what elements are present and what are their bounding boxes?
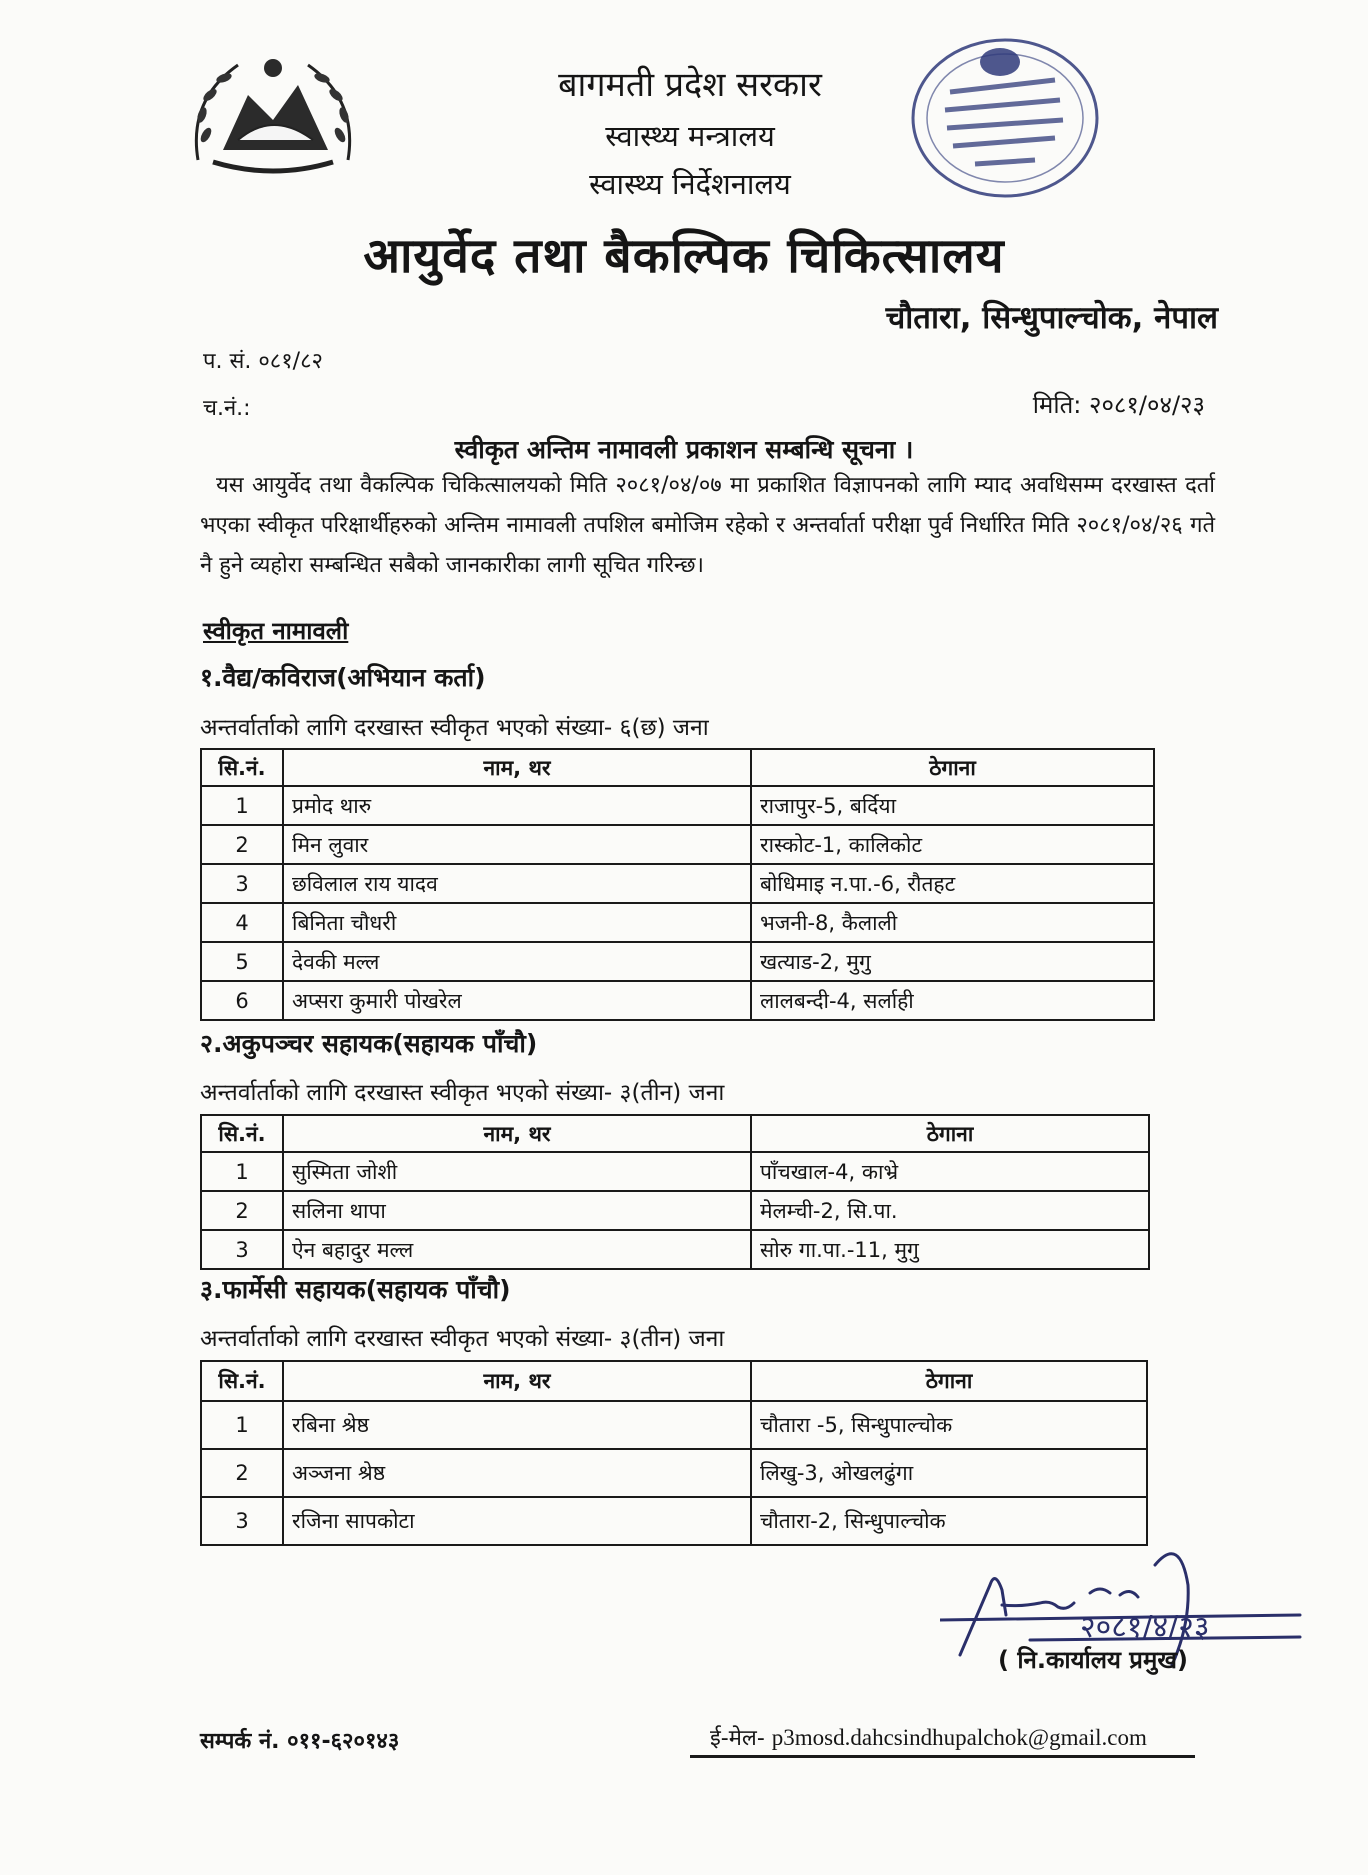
row-address: खत्याड-2, मुगु — [751, 942, 1154, 981]
approved-list-heading: स्वीकृत नामावली — [203, 617, 349, 645]
row-sn: 1 — [201, 786, 283, 825]
row-address: मेलम्ची-2, सि.पा. — [751, 1191, 1149, 1230]
row-name: ऐन बहादुर मल्ल — [283, 1230, 751, 1269]
office-seal-icon — [905, 30, 1105, 200]
dispatch-number: च.नं.: — [203, 396, 251, 421]
row-address: चौतारा -5, सिन्धुपाल्चोक — [751, 1401, 1147, 1449]
row-name: अप्सरा कुमारी पोखरेल — [283, 981, 751, 1020]
table-row — [201, 1191, 1149, 1230]
table-row — [201, 942, 1154, 981]
table-row — [201, 786, 1154, 825]
column-header-address: ठेगाना — [751, 749, 1154, 786]
row-address: सोरु गा.पा.-11, मुगु — [751, 1230, 1149, 1269]
notice-subject: स्वीकृत अन्तिम नामावली प्रकाशन सम्बन्धि सूचना । — [454, 435, 914, 464]
row-sn: 2 — [201, 1449, 283, 1497]
row-address: पाँचखाल-4, काभ्रे — [751, 1152, 1149, 1191]
row-name: छविलाल राय यादव — [283, 864, 751, 903]
table-row — [201, 903, 1154, 942]
section-count: अन्तर्वार्ताको लागि दरखास्त स्वीकृत भएको संख्या- ३(तीन) जना — [200, 1080, 725, 1106]
row-sn: 2 — [201, 825, 283, 864]
section-title: १.वैद्य/कविराज(अभियान कर्ता) — [200, 663, 486, 692]
footer-divider — [690, 1755, 1195, 1758]
row-address: रास्कोट-1, कालिकोट — [751, 825, 1154, 864]
row-sn: 2 — [201, 1191, 283, 1230]
ministry-name: स्वास्थ्य मन्त्रालय — [605, 119, 775, 153]
row-sn: 3 — [201, 1497, 283, 1545]
row-sn: 6 — [201, 981, 283, 1020]
row-address: भजनी-8, कैलाली — [751, 903, 1154, 942]
candidates-table — [200, 1114, 1150, 1270]
row-address: चौतारा-2, सिन्धुपाल्चोक — [751, 1497, 1147, 1545]
table-row — [201, 1401, 1147, 1449]
signature-date: २०८१/४/२३ — [1080, 1610, 1210, 1645]
email-line — [710, 1722, 1147, 1752]
row-sn: 3 — [201, 1230, 283, 1269]
table-row — [201, 1230, 1149, 1269]
table-row — [201, 1497, 1147, 1545]
row-name: रबिना श्रेष्ठ — [283, 1401, 751, 1449]
row-name: प्रमोद थारु — [283, 786, 751, 825]
table-row — [201, 825, 1154, 864]
row-name: मिन लुवार — [283, 825, 751, 864]
row-sn: 3 — [201, 864, 283, 903]
row-name: सलिना थापा — [283, 1191, 751, 1230]
column-header-name: नाम, थर — [283, 1361, 751, 1401]
column-header-name: नाम, थर — [283, 1115, 751, 1152]
email-label: ई-मेल- — [710, 1726, 765, 1751]
column-header-sn: सि.नं. — [201, 749, 283, 786]
row-sn: 1 — [201, 1401, 283, 1449]
row-name: अञ्जना श्रेष्ठ — [283, 1449, 751, 1497]
section-count: अन्तर्वार्ताको लागि दरखास्त स्वीकृत भएको संख्या- ३(तीन) जना — [200, 1326, 725, 1352]
table-row — [201, 1152, 1149, 1191]
notice-body: यस आयुर्वेद तथा वैकल्पिक चिकित्सालयको मिति २०८१/०४/०७ मा प्रकाशित विज्ञापनको लागि म्याद अवधिसम्म दरखास्त दर्ता भएका स्वीकृत परिक्षार्थीहरुको अन्तिम नामावली तपशिल बमोजिम रहेको र अन्तर्वार्ता परीक्षा पुर्व निर्धारित मिति २०८१/०४/२६ गते नै हुने व्यहोरा सम्बन्धित सबैको जानकारीका लागी सूचित गरिन्छ। — [200, 473, 1215, 578]
section-title: २.अकुपञ्चर सहायक(सहायक पाँचौ) — [200, 1029, 538, 1058]
hospital-address: चौतारा, सिन्धुपाल्चोक, नेपाल — [885, 300, 1218, 336]
row-address: बोधिमाइ न.पा.-6, रौतहट — [751, 864, 1154, 903]
column-header-sn: सि.नं. — [201, 1115, 283, 1152]
section-title: ३.फार्मेसी सहायक(सहायक पाँचौ) — [200, 1275, 511, 1304]
row-address: राजापुर-5, बर्दिया — [751, 786, 1154, 825]
email-address[interactable]: p3mosd.dahcsindhupalchok@gmail.com — [771, 1725, 1147, 1750]
column-header-name: नाम, थर — [283, 749, 751, 786]
directorate-name: स्वास्थ्य निर्देशनालय — [589, 167, 791, 201]
table-row — [201, 981, 1154, 1020]
table-row — [201, 864, 1154, 903]
signatory-title: ( नि.कार्यालय प्रमुख) — [998, 1646, 1188, 1674]
row-address: लिखु-3, ओखलढुंगा — [751, 1449, 1147, 1497]
candidates-table — [200, 748, 1155, 1021]
row-sn: 5 — [201, 942, 283, 981]
row-sn: 1 — [201, 1152, 283, 1191]
row-name: देवकी मल्ल — [283, 942, 751, 981]
hospital-name: आयुर्वेद तथा बैकल्पिक चिकित्सालय — [363, 228, 1005, 284]
section-count: अन्तर्वार्ताको लागि दरखास्त स्वीकृत भएको संख्या- ६(छ) जना — [200, 715, 709, 741]
contact-number: सम्पर्क नं. ०११-६२०१४३ — [200, 1729, 400, 1754]
row-name: सुस्मिता जोशी — [283, 1152, 751, 1191]
column-header-sn: सि.नं. — [201, 1361, 283, 1401]
row-name: रजिना सापकोटा — [283, 1497, 751, 1545]
candidates-table — [200, 1360, 1148, 1546]
government-name: बागमती प्रदेश सरकार — [558, 65, 822, 105]
row-name: बिनिता चौधरी — [283, 903, 751, 942]
row-sn: 4 — [201, 903, 283, 942]
column-header-address: ठेगाना — [751, 1361, 1147, 1401]
table-row — [201, 1449, 1147, 1497]
row-address: लालबन्दी-4, सर्लाही — [751, 981, 1154, 1020]
government-emblem-icon — [178, 40, 368, 180]
reference-number: प. सं. ०८१/८२ — [203, 349, 323, 374]
column-header-address: ठेगाना — [751, 1115, 1149, 1152]
notice-date: मिति: २०८१/०४/२३ — [1032, 391, 1205, 419]
